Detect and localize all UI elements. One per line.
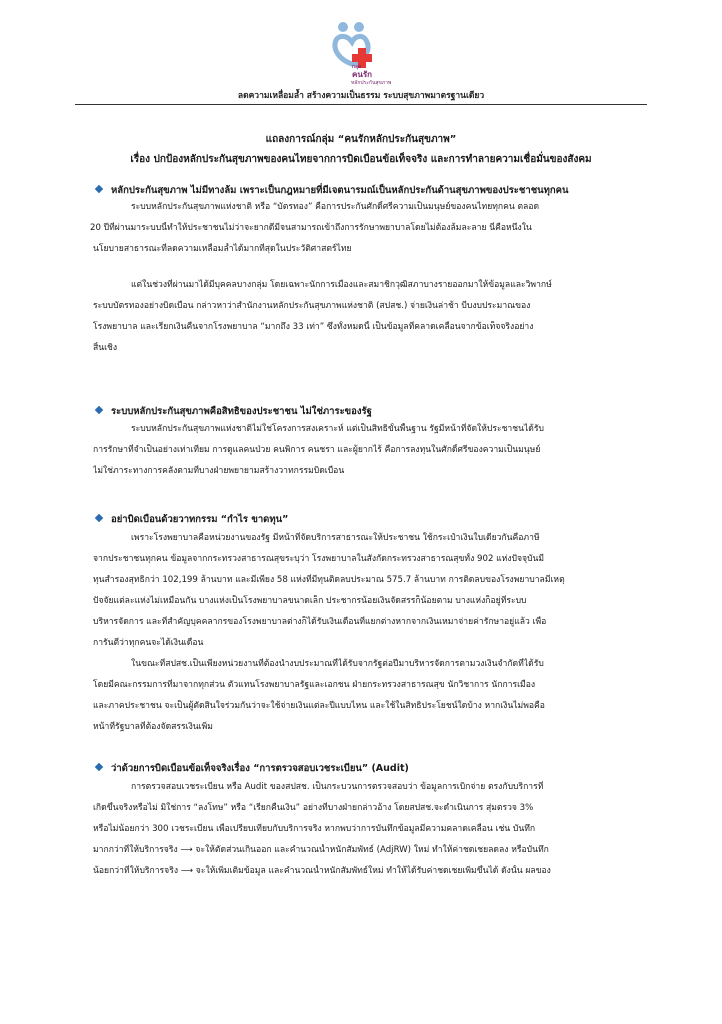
paragraph-line: การันตีว่าทุกคนจะได้เงินเดือน <box>93 638 204 648</box>
header-tagline: ลดความเหลื่อมล้ำ สร้างความเป็นธรรม ระบบสุขภาพมาตรฐานเดียว <box>237 91 485 101</box>
paragraph-line: และภาคประชาชน จะเป็นผู้ตัดสินใจร่วมกันว่าจะใช้จ่ายเงินแต่ละปีแบบไหน และใช้ในสิทธิประโยชน์ใดบ้าง หากเงินไม่พอคือ <box>93 701 545 711</box>
document-subject: เรื่อง ปกป้องหลักประกันสุขภาพของคนไทยจากการบิดเบือนข้อเท็จจริง และการทำลายความเชื่อมั่นของสังคม <box>130 154 592 165</box>
paragraph-line: แต่ในช่วงที่ผ่านมาได้มีบุคคลบางกลุ่ม โดยเฉพาะนักการเมืองและสมาชิกวุฒิสภาบางรายออกมาให้ข้อมูลและวิพากษ์ <box>131 280 552 290</box>
paragraph-line: นโยบายสาธารณะที่ลดความเหลื่อมล้ำได้มากที่สุดในประวัติศาสตร์ไทย <box>93 244 352 254</box>
diamond-bullet-icon <box>95 185 103 193</box>
paragraph-line: ระบบหลักประกันสุขภาพแห่งชาติไม่ใช่โครงการสงเคราะห์ แต่เป็นสิทธิขั้นพื้นฐาน รัฐมีหน้าที่จัดให้ประชาชนได้รับ <box>131 424 544 434</box>
paragraph-line: ทุนสำรองสุทธิกว่า 102,199 ล้านบาท และมีเพียง 58 แห่งที่มีทุนติดลบประมาณ 575.7 ล้านบาท การติดลบของโรงพยาบาลมีเหตุ <box>93 575 565 585</box>
section-heading-1: หลักประกันสุขภาพ ไม่มีทางล้ม เพราะเป็นกฎหมายที่มีเจตนารมณ์เป็นหลักประกันด้านสุขภาพของประชาชนทุกคน <box>96 183 569 198</box>
section-heading-3: อย่าบิดเบือนด้วยวาทกรรม “กำไร ขาดทุน” <box>96 512 288 527</box>
logo-text-name: คนรัก <box>352 70 372 79</box>
diamond-bullet-icon <box>95 514 103 522</box>
paragraph-line: ไม่ใช่ภาระทางการคลังตามที่บางฝ่ายพยายามสร้างวาทกรรมบิดเบือน <box>93 466 345 476</box>
diamond-bullet-icon <box>95 763 103 771</box>
paragraph-line: ระบบหลักประกันสุขภาพแห่งชาติ หรือ “บัตรทอง” คือการประกันศักดิ์ศรีความเป็นมนุษย์ของคนไทยทุกคน ตลอด <box>131 202 540 212</box>
document-title: แถลงการณ์กลุ่ม “คนรักหลักประกันสุขภาพ” <box>265 134 457 145</box>
paragraph-line: การรักษาที่จำเป็นอย่างเท่าเทียม การดูแลคนป่วย คนพิการ คนชรา และผู้ยากไร้ คือการลงทุนในศักดิ์ศรีของความเป็นมนุษย์ <box>93 445 541 455</box>
logo-text-group: กลุ่ม <box>352 64 362 70</box>
paragraph-line: โรงพยาบาล และเรียกเงินคืนจากโรงพยาบาล “มากถึง 33 เท่า” ซึ่งทั้งหมดนี้ เป็นข้อมูลที่คลาดเคลื่อนจากข้อเท็จจริงอย่าง <box>93 322 534 332</box>
paragraph-line: หรือไม่น้อยกว่า 300 เวชระเบียน เพื่อเปรียบเทียบกับบริการจริง หากพบว่าการบันทึกข้อมูลมีความคลาดเคลื่อน เช่น บันทึก <box>93 824 536 834</box>
paragraph-line: โดยมีคณะกรรมการที่มาจากทุกส่วน ตัวแทนโรงพยาบาลรัฐและเอกชน ฝ่ายกระทรวงสาธารณสุข นักวิชาการ นักการเมือง <box>93 680 536 690</box>
header-divider <box>75 104 647 105</box>
paragraph-line: เพราะโรงพยาบาลคือหน่วยงานของรัฐ มีหน้าที่จัดบริการสาธารณะให้ประชาชน ใช้กระเป๋าเงินใบเดียวกันคือภาษี <box>131 533 540 543</box>
paragraph-line: การตรวจสอบเวชระเบียน หรือ Audit ของสปสช. เป็นกระบวนการตรวจสอบว่า ข้อมูลการเบิกจ่าย ตรงกับบริการที่ <box>131 782 544 792</box>
paragraph-line: มากกว่าที่ให้บริการจริง ⟶ จะให้ตัดส่วนเกินออก และคำนวณน้ำหนักสัมพัทธ์ (AdjRW) ใหม่ ทำให้ค่าชดเชยลดลง หรือบันทึก <box>93 845 549 855</box>
paragraph-line: 20 ปีที่ผ่านมาระบบนี้ทำให้ประชาชนไม่ว่าจะยากดีมีจนสามารถเข้าถึงการรักษาพยาบาลโดยไม่ต้องล้มละลาย นี่คือหนึ่งใน <box>90 223 532 233</box>
section-heading-2: ระบบหลักประกันสุขภาพคือสิทธิของประชาชน ไม่ใช่ภาระของรัฐ <box>96 404 372 419</box>
logo-text-subtitle: หลักประกันสุขภาพ <box>351 80 392 86</box>
paragraph-line: บริหารจัดการ และที่สำคัญบุคคลากรของโรงพยาบาลต่างก็ได้รับเงินเดือนที่แยกต่างหากจากเงินเหมาจ่ายค่ารักษาอยู่แล้ว เพื่อ <box>93 617 547 627</box>
paragraph-line: เกิดขึ้นจริงหรือไม่ มิใช่การ “ลงโทษ” หรือ “เรียกคืนเงิน” อย่างที่บางฝ่ายกล่าวอ้าง โดยสปสช.จะดำเนินการ สุ่มตรวจ 3% <box>93 803 534 813</box>
paragraph-line: จากประชาชนทุกคน ข้อมูลจากกระทรวงสาธารณสุขระบุว่า โรงพยาบาลในสังกัดกระทรวงสาธารณสุขทั้ง 902 แห่งปัจจุบันมี <box>93 554 545 564</box>
paragraph-line: หน้าที่รัฐบาลที่ต้องจัดสรรเงินเพิ่ม <box>93 722 213 732</box>
paragraph-line: น้อยกว่าที่ให้บริการจริง ⟶ จะให้เพิ่มเติมข้อมูล และคำนวณน้ำหนักสัมพัทธ์ใหม่ ทำให้ได้รับค่าชดเชยเพิ่มขึ้นได้ ดังนั้น ผลของ <box>93 866 551 876</box>
paragraph-line: ปัจจัยแต่ละแห่งไม่เหมือนกัน บางแห่งเป็นโรงพยาบาลขนาดเล็ก ประชากรน้อยเงินจัดสรรก็น้อยตาม บางแห่งก็อยู่ที่ระบบ <box>93 596 527 606</box>
diamond-bullet-icon <box>95 406 103 414</box>
paragraph-line: สิ้นเชิง <box>93 343 118 353</box>
paragraph-line: ระบบบัตรทองอย่างบิดเบือน กล่าวหาว่าสำนักงานหลักประกันสุขภาพแห่งชาติ (สปสช.) จ่ายเงินล่าช้า บีบงบประมาณของ <box>93 301 531 311</box>
section-heading-4: ว่าด้วยการบิดเบือนข้อเท็จจริงเรื่อง “การตรวจสอบเวชระเบียน” (Audit) <box>96 761 409 776</box>
paragraph-line: ในขณะที่สปสช.เป็นเพียงหน่วยงานที่ต้องนำงบประมาณที่ได้รับจากรัฐต่อปีมาบริหารจัดการตามวงเงินจำกัดที่ได้รับ <box>131 659 544 669</box>
